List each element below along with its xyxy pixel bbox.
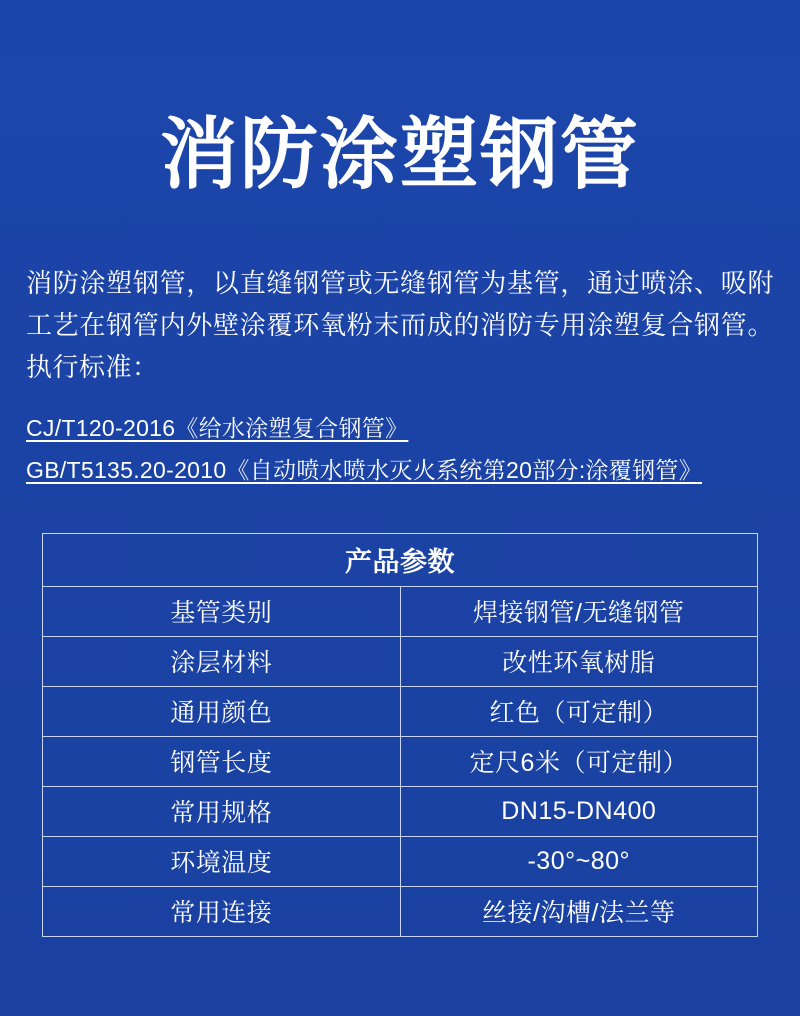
standard-row [26,452,774,493]
table-row [43,636,758,686]
row-value: 焊接钢管/无缝钢管 [400,586,758,636]
row-label: 基管类别 [43,586,401,636]
standard-row [26,410,774,451]
table-row [43,836,758,886]
table-header-row [43,533,758,586]
row-label: 常用连接 [43,886,401,936]
row-value: DN15-DN400 [400,786,758,836]
standard-line-2: GB/T5135.20-2010《自动喷水喷水灭火系统第20部分:涂覆钢管》 [26,456,703,483]
row-value: 改性环氧树脂 [400,636,758,686]
product-params-table [42,533,758,937]
standard-line-1: CJ/T120-2016《给水涂塑复合钢管》 [26,415,409,442]
intro-paragraph: 消防涂塑钢管，以直缝钢管或无缝钢管为基管，通过喷涂、吸附工艺在钢管内外壁涂覆环氧粉末而成的消防专用涂塑复合钢管。执行标准： [26,268,774,383]
table-row [43,686,758,736]
page-title: 消防涂塑钢管 [159,110,640,199]
row-label: 涂层材料 [43,636,401,686]
table-row [43,786,758,836]
row-label: 钢管长度 [43,736,401,786]
row-value: 丝接/沟槽/法兰等 [400,886,758,936]
row-label: 通用颜色 [43,686,401,736]
table-row [43,586,758,636]
table-header-cell: 产品参数 [43,533,758,586]
product-params-table-wrap [42,533,758,937]
table-row [43,736,758,786]
row-value: 红色（可定制） [400,686,758,736]
row-value: 定尺6米（可定制） [400,736,758,786]
product-info-page [0,52,800,1016]
row-label: 环境温度 [43,836,401,886]
row-value: -30°~80° [400,836,758,886]
standards-list [26,410,774,493]
row-label: 常用规格 [43,786,401,836]
table-row [43,886,758,936]
